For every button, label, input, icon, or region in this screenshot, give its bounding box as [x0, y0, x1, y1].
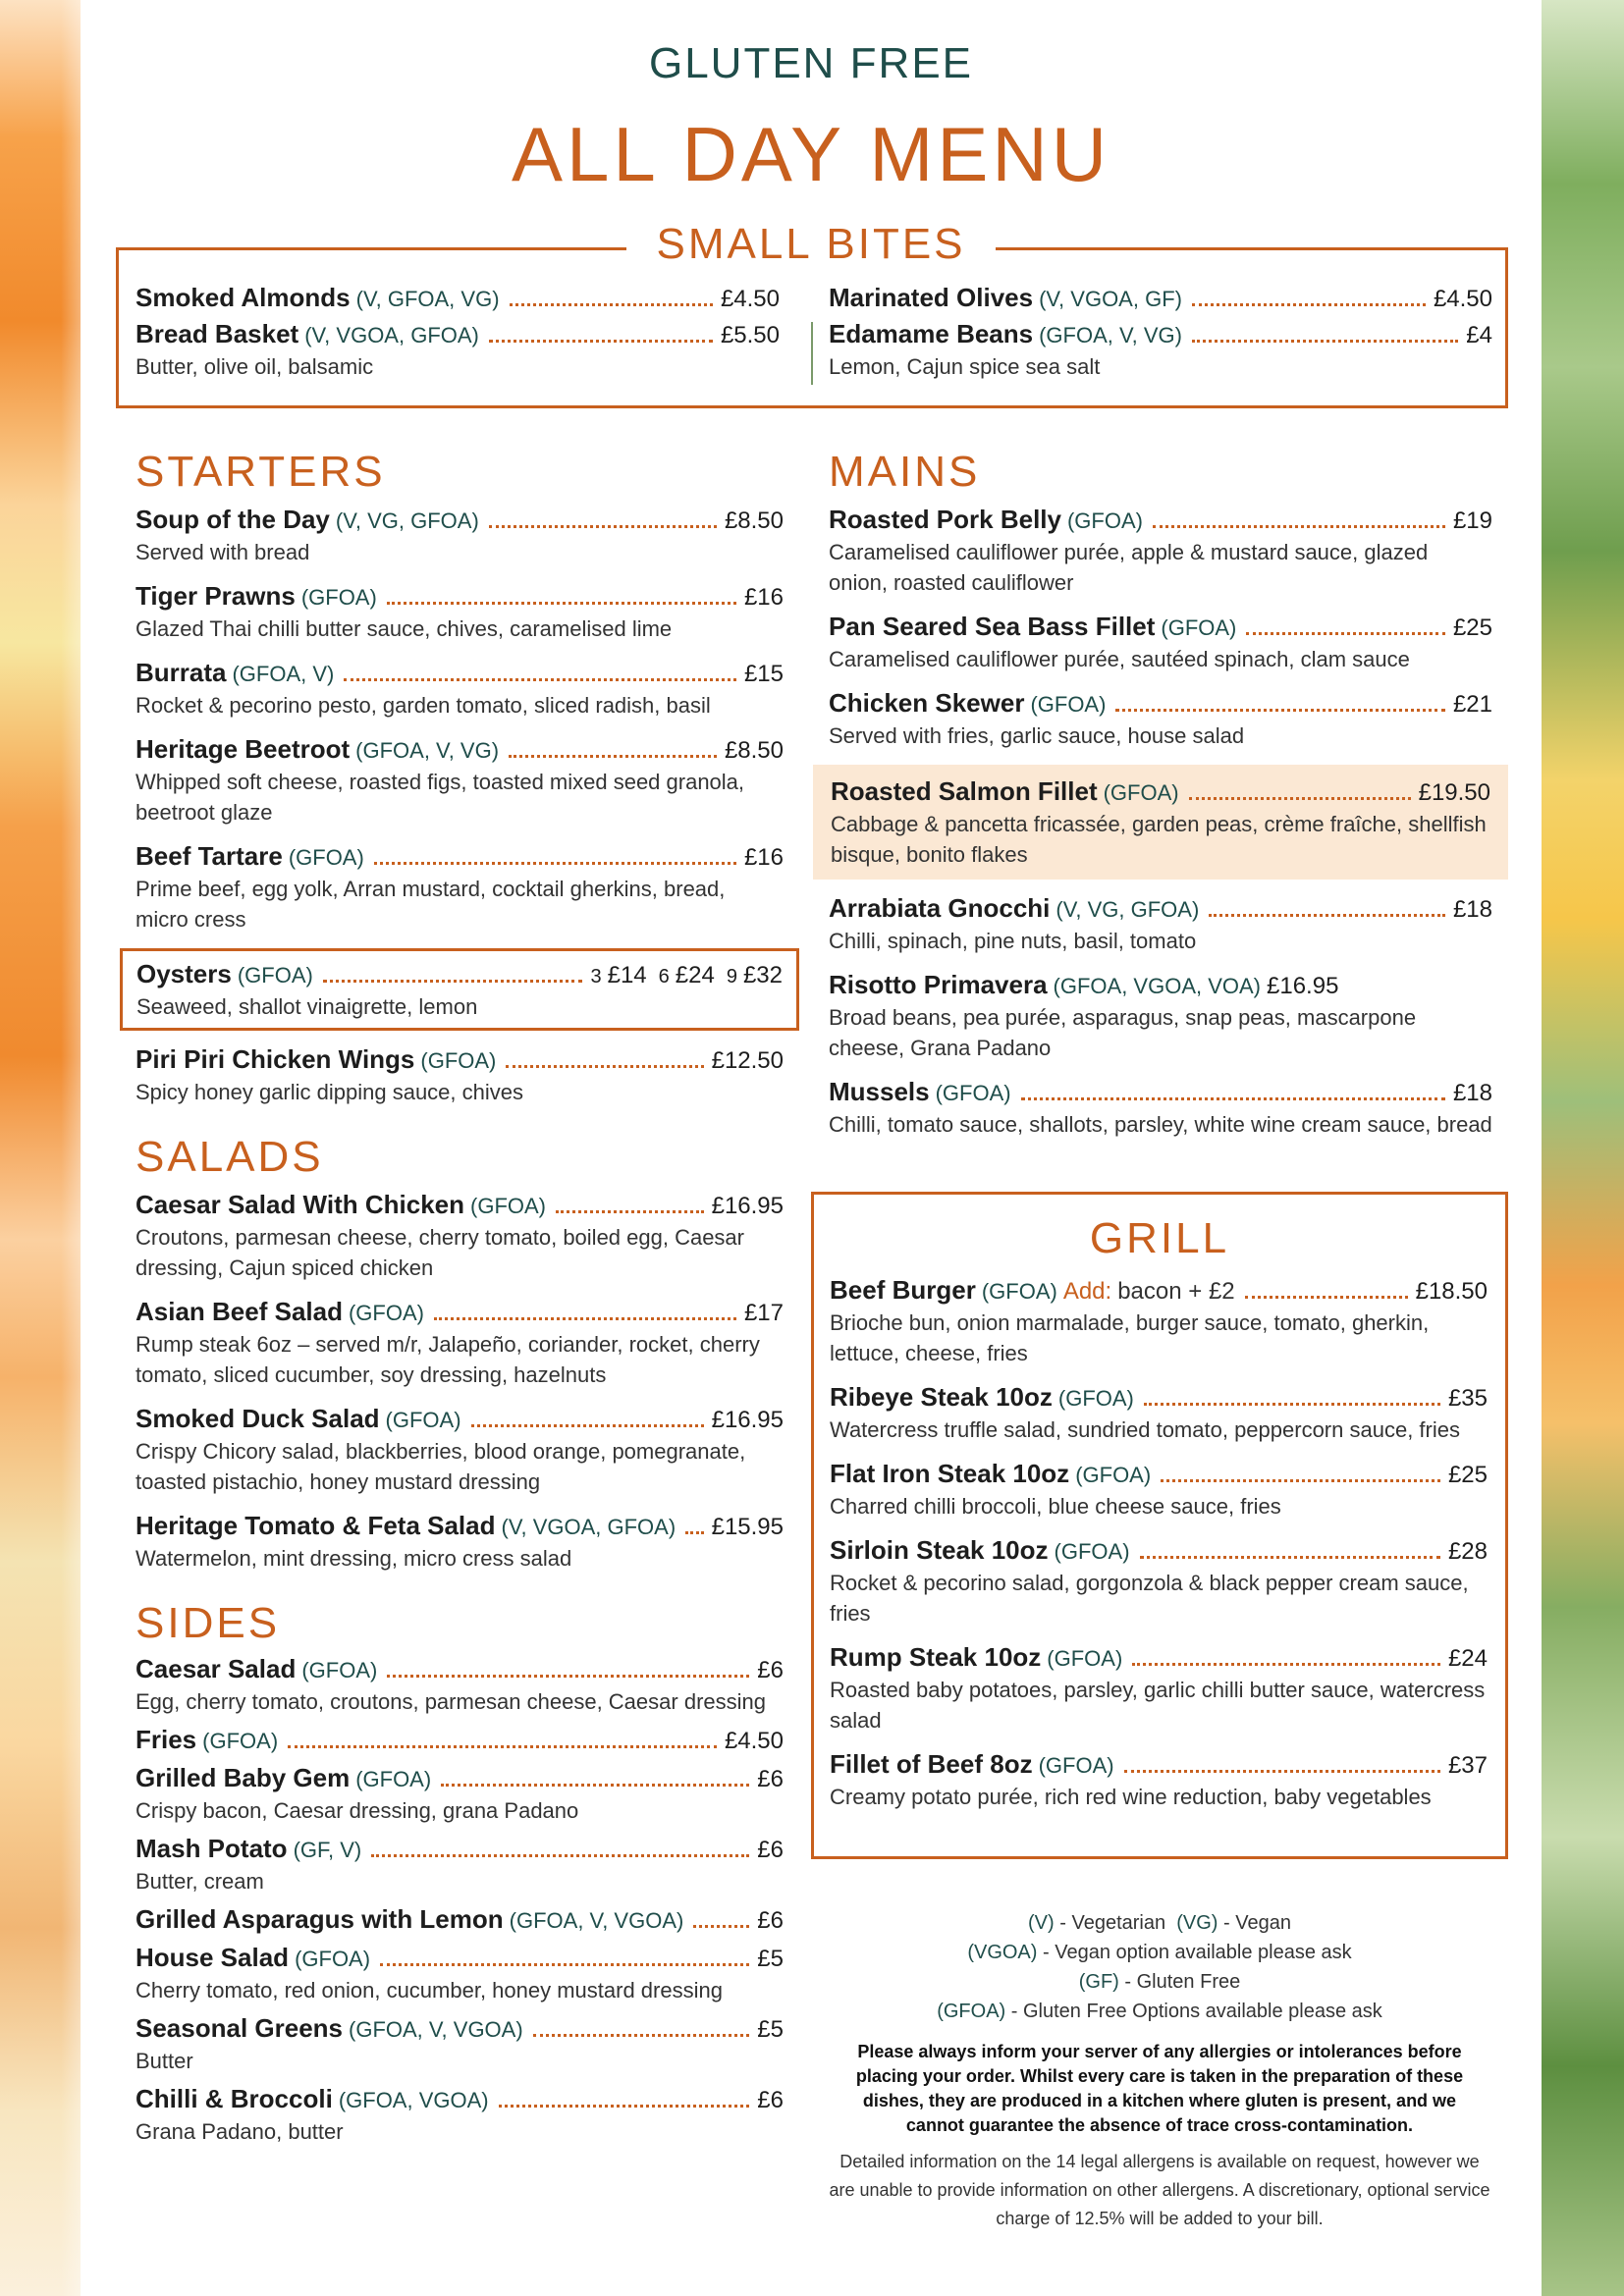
menu-item — [135, 1404, 784, 1497]
menu-item — [830, 1459, 1488, 1522]
dot-leader — [1140, 1556, 1440, 1559]
dot-leader — [1124, 1770, 1440, 1773]
item-desc: Chilli, spinach, pine nuts, basil, tomato — [829, 929, 1197, 953]
menu-item — [135, 1190, 784, 1283]
item-tags: (GFOA, VGOA, VOA) — [1053, 974, 1262, 998]
item-tags: (GF, V) — [293, 1838, 362, 1862]
item-name: Roasted Pork Belly — [829, 505, 1061, 534]
item-desc: Lemon, Cajun spice sea salt — [829, 354, 1101, 379]
item-price: £6 — [757, 2087, 784, 2113]
dot-leader — [1153, 525, 1445, 528]
item-tags: (GFOA) — [1161, 615, 1237, 640]
item-price: £28 — [1447, 1538, 1488, 1565]
dot-leader — [1192, 303, 1426, 306]
sides-title: SIDES — [135, 1599, 281, 1647]
item-desc: Served with fries, garlic sauce, house salad — [829, 723, 1245, 748]
add-option: bacon + £2 — [1117, 1278, 1235, 1305]
item-name: Rump Steak 10oz — [830, 1642, 1042, 1672]
menu-item — [135, 283, 780, 313]
menu-item — [135, 1044, 784, 1107]
item-price: £4.50 — [720, 286, 780, 312]
item-price: £8.50 — [724, 737, 784, 764]
grill-title: GRILL — [1089, 1214, 1230, 1262]
item-tags: (GFOA, V, VG) — [355, 738, 500, 763]
salmon-highlight-item — [813, 765, 1508, 880]
item-tags: (GFOA) — [1057, 1386, 1134, 1411]
menu-item — [829, 283, 1492, 313]
menu-item — [135, 1725, 784, 1755]
dot-leader — [387, 1675, 749, 1678]
item-name: Smoked Duck Salad — [135, 1404, 380, 1433]
item-price: £8.50 — [724, 507, 784, 534]
menu-item — [135, 2013, 784, 2076]
starters-after-list — [135, 1044, 784, 1107]
item-name: Ribeye Steak 10oz — [830, 1382, 1053, 1412]
item-price: £18.50 — [1415, 1278, 1488, 1305]
item-price: £12.50 — [711, 1047, 784, 1074]
item-price: £24 — [1447, 1645, 1488, 1672]
item-desc: Watermelon, mint dressing, micro cress salad — [135, 1546, 572, 1571]
item-price: £17 — [743, 1300, 784, 1326]
menu-item — [135, 658, 784, 721]
mains-title: MAINS — [829, 448, 981, 496]
item-name: Roasted Salmon Fillet — [831, 776, 1098, 806]
item-price: £25 — [1447, 1462, 1488, 1488]
menu-item — [135, 1297, 784, 1390]
dot-leader — [288, 1745, 717, 1748]
item-desc: Chilli, tomato sauce, shallots, parsley, white wine cream sauce, bread — [829, 1112, 1492, 1137]
dot-leader — [1246, 632, 1445, 635]
oysters-item — [120, 948, 799, 1031]
dot-leader — [1021, 1097, 1445, 1100]
item-name: Oysters — [136, 959, 232, 988]
item-name: Piri Piri Chicken Wings — [135, 1044, 415, 1074]
item-tags: (GFOA) — [935, 1081, 1011, 1105]
item-name: Asian Beef Salad — [135, 1297, 343, 1326]
item-desc: Cherry tomato, red onion, cucumber, honey mustard dressing — [135, 1978, 723, 2002]
menu-page — [81, 0, 1542, 2296]
dot-leader — [693, 1925, 749, 1928]
item-tags: (GFOA) — [470, 1194, 546, 1218]
item-tags: (GFOA) — [385, 1408, 461, 1432]
item-desc: Crispy bacon, Caesar dressing, grana Padano — [135, 1798, 579, 1823]
menu-item — [135, 841, 784, 934]
item-price: £25 — [1452, 614, 1492, 641]
item-price: £6 — [757, 1766, 784, 1792]
item-tags: (GFOA) — [295, 1947, 371, 1971]
dot-leader — [506, 1065, 703, 1068]
item-tags: (GFOA) — [1038, 1753, 1114, 1778]
item-desc: Brioche bun, onion marmalade, burger sauce, tomato, gherkin, lettuce, cheese, fries — [830, 1310, 1430, 1365]
item-desc: Rump steak 6oz – served m/r, Jalapeño, coriander, rocket, cherry tomato, sliced cucumber, soy dressing, hazelnuts — [135, 1332, 760, 1387]
item-tags: (GFOA) — [300, 585, 377, 610]
item-tags: (GFOA) — [288, 845, 364, 870]
item-tags: (GFOA) — [1054, 1539, 1130, 1564]
item-desc: Creamy potato purée, rich red wine reduction, baby vegetables — [830, 1785, 1432, 1809]
salads-list — [135, 1190, 784, 1574]
menu-item — [830, 1382, 1488, 1445]
grill-box — [811, 1192, 1508, 1859]
item-desc: Glazed Thai chilli butter sauce, chives, caramelised lime — [135, 616, 673, 641]
dot-leader — [441, 1784, 749, 1787]
dot-leader — [323, 980, 583, 983]
item-tags: (GFOA) — [1030, 692, 1107, 717]
oyster-qty-9: 9 — [726, 966, 737, 988]
item-name: Caesar Salad — [135, 1654, 297, 1683]
dietary-legend — [811, 1908, 1508, 2233]
item-name: Grilled Baby Gem — [135, 1763, 351, 1792]
small-bites-title: SMALL BITES — [81, 220, 1542, 269]
menu-item — [829, 612, 1492, 674]
menu-item — [830, 1749, 1488, 1812]
item-price: £21 — [1452, 691, 1492, 718]
item-price: £16 — [743, 584, 784, 611]
left-column — [135, 448, 784, 2155]
menu-item — [135, 1904, 784, 1935]
menu-item — [135, 1511, 784, 1574]
item-price: £5 — [757, 2016, 784, 2043]
floral-right-border — [1542, 0, 1624, 2296]
salads-title: SALADS — [135, 1133, 324, 1181]
grill-list — [830, 1382, 1488, 1812]
legend-line-gfoa: (GFOA) - Gluten Free Options available please ask — [937, 2001, 1382, 2022]
dot-leader — [509, 755, 717, 758]
item-desc: Charred chilli broccoli, blue cheese sauce, fries — [830, 1494, 1281, 1519]
dot-leader — [380, 1963, 749, 1966]
item-price: £16 — [743, 844, 784, 871]
dot-leader — [685, 1531, 703, 1534]
item-name: Heritage Beetroot — [135, 734, 351, 764]
item-price: £16.95 — [711, 1407, 784, 1433]
dot-leader — [1192, 340, 1458, 343]
item-tags: (GFOA, VGOA) — [338, 2088, 489, 2112]
item-price: £6 — [757, 1837, 784, 1863]
item-name: House Salad — [135, 1943, 290, 1972]
item-tags: (V, VG, GFOA) — [335, 508, 479, 533]
menu-item — [829, 893, 1492, 956]
item-name: Heritage Tomato & Feta Salad — [135, 1511, 496, 1540]
add-label: Add: — [1062, 1278, 1112, 1305]
item-name: Risotto Primavera — [829, 970, 1048, 999]
dot-leader — [556, 1210, 704, 1213]
item-name: Mash Potato — [135, 1834, 288, 1863]
item-price: £16.95 — [711, 1193, 784, 1219]
item-tags: (V, VGOA, GF) — [1039, 287, 1182, 311]
dot-leader — [1144, 1403, 1440, 1406]
dot-leader — [387, 602, 736, 605]
item-price: £18 — [1452, 896, 1492, 923]
item-name: Seasonal Greens — [135, 2013, 343, 2043]
dot-leader — [1209, 914, 1445, 917]
item-name: Marinated Olives — [829, 283, 1034, 312]
item-price: £19 — [1452, 507, 1492, 534]
item-desc: Butter — [135, 2049, 193, 2073]
menu-item — [829, 505, 1492, 598]
item-tags: (GFOA) — [1047, 1646, 1123, 1671]
item-tags: (GFOA) — [1075, 1463, 1152, 1487]
starters-title: STARTERS — [135, 448, 386, 496]
item-tags: (GFOA) — [237, 963, 313, 988]
item-tags: (V, VGOA, GFOA) — [304, 323, 479, 347]
dot-leader — [1161, 1479, 1440, 1482]
dot-leader — [1245, 1296, 1408, 1299]
item-desc: Caramelised cauliflower purée, sautéed spinach, clam sauce — [829, 647, 1410, 671]
item-desc: Rocket & pecorino pesto, garden tomato, sliced radish, basil — [135, 693, 711, 718]
item-price: £6 — [757, 1907, 784, 1934]
oyster-price-9: £32 — [742, 962, 783, 988]
dot-leader — [344, 678, 736, 681]
item-name: Fries — [135, 1725, 197, 1754]
right-column — [829, 448, 1492, 1153]
item-price: £18 — [1452, 1080, 1492, 1106]
item-desc: Roasted baby potatoes, parsley, garlic chilli butter sauce, watercress salad — [830, 1678, 1486, 1733]
dot-leader — [499, 2105, 750, 2108]
item-tags: (GFOA) — [420, 1048, 497, 1073]
item-name: Chilli & Broccoli — [135, 2084, 333, 2113]
menu-item — [135, 505, 784, 567]
item-desc: Served with bread — [135, 540, 310, 564]
item-desc: Cabbage & pancetta fricassée, garden peas, crème fraîche, shellfish bisque, bonito flakes — [831, 812, 1487, 867]
item-name: Bread Basket — [135, 319, 299, 348]
floral-left-border — [0, 0, 81, 2296]
menu-item — [135, 1834, 784, 1896]
menu-item — [830, 1642, 1488, 1735]
item-name: Grilled Asparagus with Lemon — [135, 1904, 504, 1934]
item-tags: (GFOA, V) — [232, 662, 335, 686]
dot-leader — [471, 1424, 704, 1427]
dot-leader — [1132, 1663, 1440, 1666]
legend-line-gf: (GF) - Gluten Free — [1078, 1971, 1241, 1993]
menu-item — [829, 970, 1492, 1063]
item-price: £5 — [757, 1946, 784, 1972]
oyster-qty-6: 6 — [658, 966, 670, 988]
dot-leader — [533, 2034, 750, 2037]
item-name: Arrabiata Gnocchi — [829, 893, 1051, 923]
item-desc: Seaweed, shallot vinaigrette, lemon — [136, 994, 478, 1019]
allergy-warning: Please always inform your server of any allergies or intolerances before placing your order. Whilst every care is taken in the preparation of these dishes, they are produced in a kitchen where gluten is present, and we cannot guarantee the absence of trace cross-contamination. — [855, 2042, 1464, 2135]
item-desc: Egg, cherry tomato, croutons, parmesan cheese, Caesar dressing — [135, 1689, 766, 1714]
dot-leader — [489, 340, 713, 343]
dot-leader — [1189, 797, 1411, 800]
item-tags: (GFOA, V, VG) — [1039, 323, 1182, 347]
menu-subtitle: GLUTEN FREE — [648, 39, 974, 87]
small-bites-left — [135, 283, 780, 388]
item-desc: Rocket & pecorino salad, gorgonzola & black pepper cream sauce, fries — [830, 1571, 1469, 1626]
item-tags: (GFOA) — [1066, 508, 1143, 533]
item-name: Burrata — [135, 658, 227, 687]
item-desc: Watercress truffle salad, sundried tomato, peppercorn sauce, fries — [830, 1417, 1460, 1442]
item-price: £35 — [1447, 1385, 1488, 1412]
menu-item — [135, 734, 784, 828]
item-tags: (GFOA, V, VGOA) — [509, 1908, 684, 1933]
dot-leader — [434, 1317, 736, 1320]
item-desc: Crispy Chicory salad, blackberries, blood orange, pomegranate, toasted pistachio, honey mustard dressing — [135, 1439, 746, 1494]
item-tags: (GFOA, V, VGOA) — [349, 2017, 523, 2042]
item-desc: Butter, olive oil, balsamic — [135, 354, 374, 379]
item-price: £4.50 — [724, 1728, 784, 1754]
item-name: Tiger Prawns — [135, 581, 296, 611]
dot-leader — [1115, 709, 1445, 712]
starters-list — [135, 505, 784, 934]
item-name: Beef Burger — [830, 1275, 976, 1305]
item-desc: Spicy honey garlic dipping sauce, chives — [135, 1080, 524, 1104]
menu-item — [135, 1943, 784, 2005]
menu-item — [830, 1535, 1488, 1629]
item-name: Beef Tartare — [135, 841, 283, 871]
legend-line-v: (V) - Vegetarian (VG) - Vegan — [1028, 1912, 1291, 1934]
menu-item — [829, 688, 1492, 751]
item-price: £15.95 — [711, 1514, 784, 1540]
item-name: Smoked Almonds — [135, 283, 351, 312]
allergen-info: Detailed information on the 14 legal allergens is available on request, however we are unable to provide information on other allergens. A discretionary, optional service charge of 12.5% will be added to your bill. — [829, 2152, 1490, 2228]
item-name: Pan Seared Sea Bass Fillet — [829, 612, 1156, 641]
item-name: Flat Iron Steak 10oz — [830, 1459, 1070, 1488]
item-price: £5.50 — [720, 322, 780, 348]
menu-item — [135, 319, 780, 382]
dot-leader — [510, 303, 713, 306]
item-desc: Broad beans, pea purée, asparagus, snap peas, mascarpone cheese, Grana Padano — [829, 1005, 1417, 1060]
menu-item — [135, 581, 784, 644]
item-tags: (V, GFOA, VG) — [355, 287, 500, 311]
menu-item — [829, 1077, 1492, 1140]
menu-item — [135, 1654, 784, 1717]
item-name: Soup of the Day — [135, 505, 330, 534]
menu-item — [135, 2084, 784, 2147]
dot-leader — [374, 862, 736, 865]
legend-line-vgoa: (VGOA) - Vegan option available please ask — [967, 1942, 1352, 1963]
item-desc: Croutons, parmesan cheese, cherry tomato, boiled egg, Caesar dressing, Cajun spiced chicken — [135, 1225, 744, 1280]
item-desc: Grana Padano, butter — [135, 2119, 344, 2144]
item-price: £15 — [743, 661, 784, 687]
item-name: Caesar Salad With Chicken — [135, 1190, 464, 1219]
oyster-price-6: £24 — [675, 962, 715, 988]
item-desc: Caramelised cauliflower purée, apple & mustard sauce, glazed onion, roasted cauliflower — [829, 540, 1429, 595]
item-price: £6 — [757, 1657, 784, 1683]
item-price: £19.50 — [1418, 779, 1490, 806]
item-name: Sirloin Steak 10oz — [830, 1535, 1049, 1565]
item-name: Fillet of Beef 8oz — [830, 1749, 1033, 1779]
mains-after-list — [829, 893, 1492, 1140]
item-desc: Whipped soft cheese, roasted figs, toasted mixed seed granola, beetroot glaze — [135, 770, 745, 825]
item-price: £4 — [1466, 322, 1492, 348]
item-tags: (GFOA) — [348, 1301, 424, 1325]
item-tags: (GFOA) — [301, 1658, 378, 1682]
oyster-qty-3: 3 — [590, 966, 602, 988]
menu-item — [135, 1763, 784, 1826]
menu-title: ALL DAY MENU — [511, 111, 1111, 197]
item-tags: (GFOA) — [1103, 780, 1179, 805]
oyster-price-3: £14 — [607, 962, 647, 988]
item-desc: Prime beef, egg yolk, Arran mustard, cocktail gherkins, bread, micro cress — [135, 877, 726, 932]
item-desc: Butter, cream — [135, 1869, 264, 1894]
sides-list — [135, 1654, 784, 2147]
item-tags: (GFOA) — [202, 1729, 279, 1753]
item-tags: (GFOA) — [981, 1279, 1057, 1304]
menu-item — [829, 319, 1492, 382]
item-price: £16.95 — [1267, 973, 1339, 999]
item-tags: (V, VGOA, GFOA) — [501, 1515, 677, 1539]
mains-list — [829, 505, 1492, 751]
item-price: £4.50 — [1433, 286, 1492, 312]
small-bites-right — [829, 283, 1492, 388]
dot-leader — [371, 1854, 749, 1857]
dot-leader — [489, 525, 717, 528]
small-bites-divider — [811, 322, 813, 385]
item-price: £37 — [1447, 1752, 1488, 1779]
beef-burger-item — [830, 1275, 1488, 1368]
item-tags: (GFOA) — [355, 1767, 432, 1791]
item-name: Mussels — [829, 1077, 930, 1106]
item-name: Chicken Skewer — [829, 688, 1025, 718]
item-tags: (V, VG, GFOA) — [1056, 897, 1200, 922]
item-name: Edamame Beans — [829, 319, 1034, 348]
